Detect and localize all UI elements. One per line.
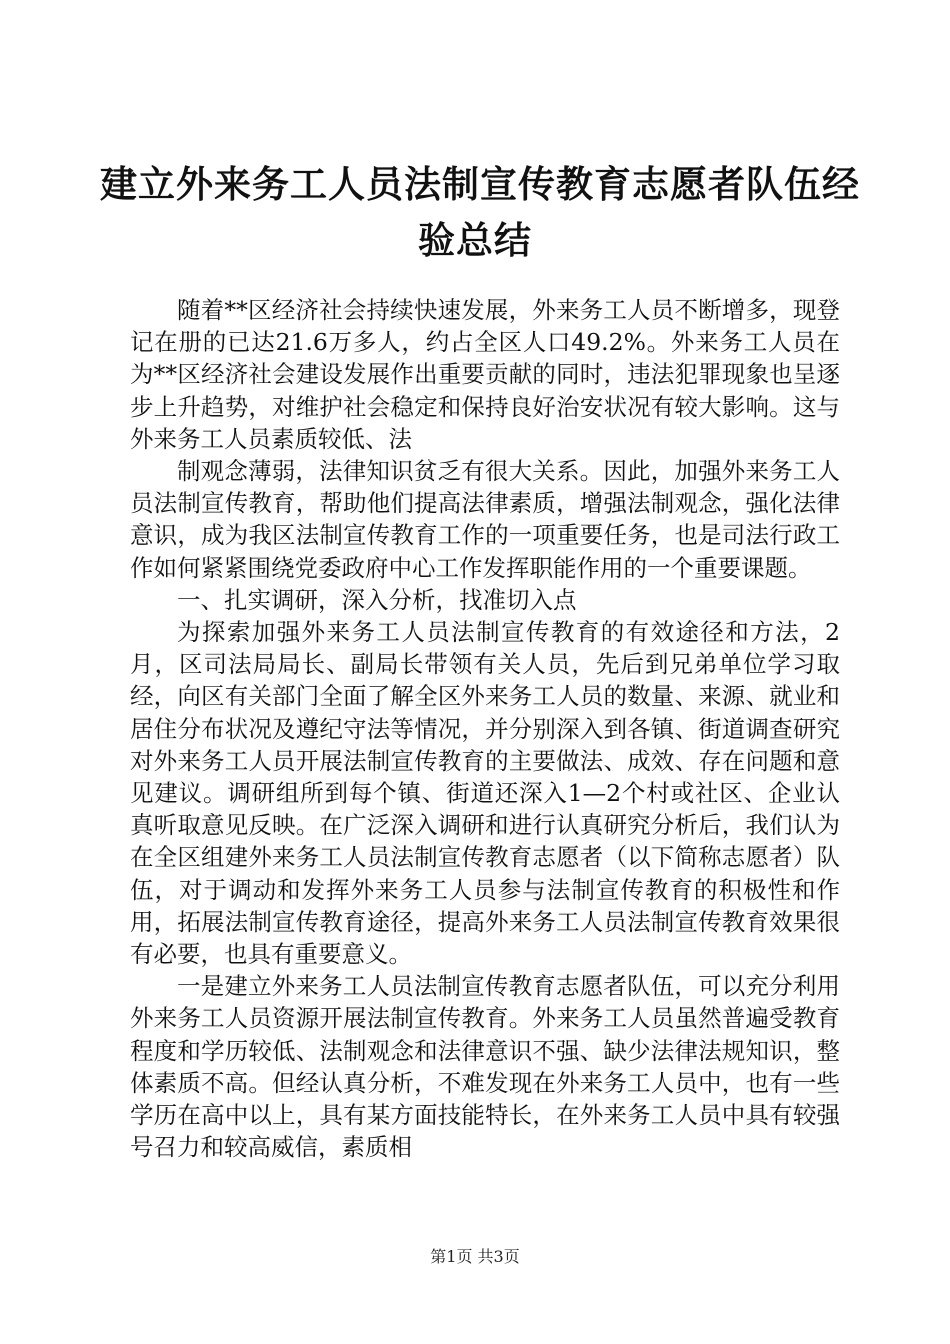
document-title-line-1: 建立外来务工人员法制宣传教育志愿者队伍经 bbox=[100, 162, 860, 206]
paragraph-2: 制观念薄弱，法律知识贫乏有很大关系。因此，加强外来务工人员法制宣传教育，帮助他们提高法律素质，增强法制观念，强化法律意识，成为我区法制宣传教育工作的一项重要任务，也是司法行政工作如何紧紧围绕党委政府中心工作发挥职能作用的一个重要课题。 bbox=[130, 457, 840, 582]
paragraph-4: 一是建立外来务工人员法制宣传教育志愿者队伍，可以充分利用外来务工人员资源开展法制宣传教育。外来务工人员虽然普遍受教育程度和学历较低、法制观念和法律意识不强、缺少法律法规知识，整体素质不高。但经认真分析，不难发现在外来务工人员中，也有一些学历在高中以上，具有某方面技能特长，在外来务工人员中具有较强号召力和较高威信，素质相 bbox=[130, 972, 840, 1162]
paragraph-1: 随着**区经济社会持续快速发展，外来务工人员不断增多，现登记在册的已达21.6万多人，约占全区人口49.2%。外来务工人员在为**区经济社会建设发展作出重要贡献的同时，违法犯罪现象也呈逐步上升趋势，对维护社会稳定和保持良好治安状况有较大影响。这与外来务工人员素质较低、法 bbox=[130, 296, 840, 453]
section-heading: 一、扎实调研，深入分析，找准切入点 bbox=[177, 585, 577, 614]
paragraph-3: 为探索加强外来务工人员法制宣传教育的有效途径和方法，2月，区司法局局长、副局长带领有关人员，先后到兄弟单位学习取经，向区有关部门全面了解全区外来务工人员的数量、来源、就业和居住分布状况及遵纪守法等情况，并分别深入到各镇、街道调查研究对外来务工人员开展法制宣传教育的主要做法、成效、存在问题和意见建议。调研组所到每个镇、街道还深入1—2个村或社区、企业认真听取意见反映。在广泛深入调研和进行认真研究分析后，我们认为在全区组建外来务工人员法制宣传教育志愿者（以下简称志愿者）队伍，对于调动和发挥外来务工人员参与法制宣传教育的积极性和作用，拓展法制宣传教育途径，提高外来务工人员法制宣传教育效果很有必要，也具有重要意义。 bbox=[130, 618, 840, 969]
page-number-footer: 第1页 共3页 bbox=[430, 1247, 520, 1266]
document-title-line-2: 验总结 bbox=[418, 218, 532, 262]
document-body bbox=[130, 294, 840, 1163]
